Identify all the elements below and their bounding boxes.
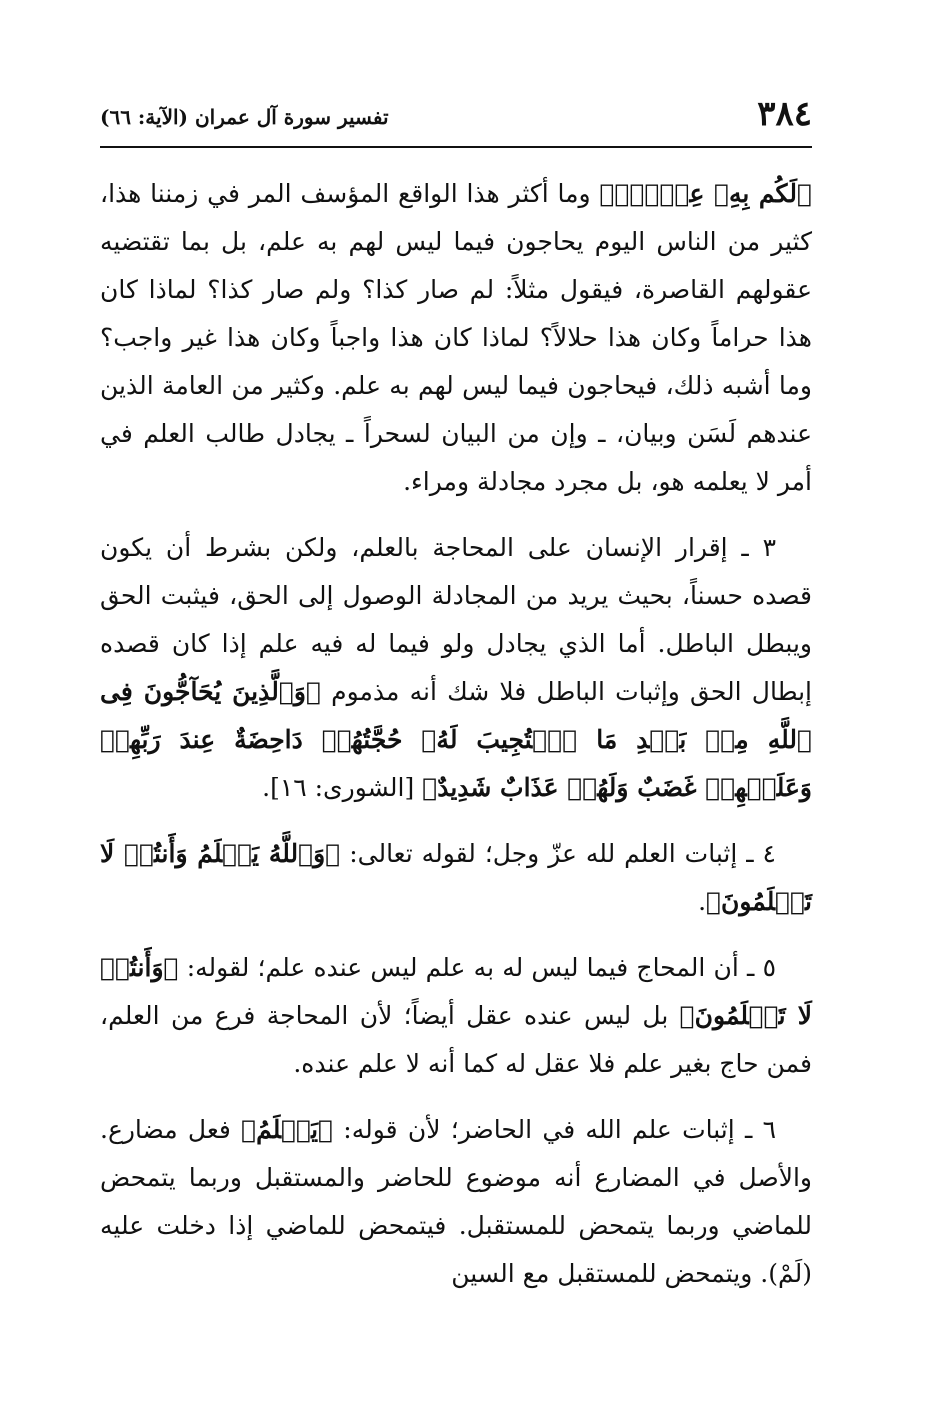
paragraph-4 xyxy=(100,944,812,1088)
paragraph-3 xyxy=(100,830,812,926)
paragraph-text: . xyxy=(698,887,707,916)
body-text xyxy=(100,170,812,1316)
paragraph-text: ٦ ـ إثبات علم الله في الحاضر؛ لأن قوله: xyxy=(333,1115,776,1144)
paragraph-text: ٤ ـ إثبات العلم لله عزّ وجل؛ لقوله تعالى: xyxy=(340,839,776,868)
running-head: تفسير سورة آل عمران (الآية: ٦٦) xyxy=(100,105,389,129)
paragraph-5 xyxy=(100,1106,812,1298)
page-header xyxy=(100,92,812,146)
paragraph-text: ٣ ـ إقرار الإنسان على المحاجة بالعلم، ولكن بشرط أن يكون قصده حسناً، بحيث يريد من المجادلة الوصول إلى الحق، فيثبت الحق ويبطل الباطل. أما الذي يجادل ولو فيما له فيه علم إذا كان قصده إبطال الحق وإثبات الباطل فلا شك أنه مذموم xyxy=(100,533,812,706)
page-number: ٣٨٤ xyxy=(757,94,812,134)
quran-quote: ﴿يَعۡلَمُ﴾ xyxy=(241,1115,334,1144)
paragraph-2 xyxy=(100,524,812,812)
paragraph-text: بل ليس عنده عقل أيضاً؛ لأن المحاجة فرع من العلم، فمن حاج بغير علم فلا عقل له كما أنه لا علم عنده. xyxy=(100,1001,812,1078)
header-rule xyxy=(100,146,812,148)
paragraph-text: فعل مضارع. والأصل في المضارع أنه موضوع للحاضر والمستقبل وربما يتمحض للماضي وربما يتمحض للمستقبل. فيتمحض للماضي إذا دخلت عليه (لَمْ). ويتمحض للمستقبل مع السين xyxy=(100,1115,812,1288)
quran-quote: ﴿وَٱللَّهُ يَعۡلَمُ وَأَنتُمۡ لَا تَعۡلَمُونَ﴾ xyxy=(100,839,812,916)
paragraph-text: ٥ ـ أن المحاج فيما ليس له به علم ليس عنده علم؛ لقوله: xyxy=(178,953,776,982)
paragraph-1 xyxy=(100,170,812,506)
quran-quote: ﴿وَٱلَّذِينَ يُحَآجُّونَ فِى ٱللَّهِ مِنۢ بَعۡدِ مَا ٱسۡتُجِيبَ لَهُۥ حُجَّتُهُمۡ دَاحِضَةٌ عِندَ رَبِّهِمۡ وَعَلَيۡهِمۡ غَضَبٌ وَلَهُمۡ عَذَابٌ شَدِيدٌ﴾ xyxy=(100,677,812,802)
citation: [الشورى: ١٦]. xyxy=(262,773,423,802)
quran-quote: ﴿لَكُم بِهِۦ عِلۡمٌۚ﴾ xyxy=(599,179,812,208)
quran-quote: ﴿وَأَنتُمۡ لَا تَعۡلَمُونَ﴾ xyxy=(100,953,813,1030)
paragraph-text: وما أكثر هذا الواقع المؤسف المر في زمننا هذا، كثير من الناس اليوم يحاجون فيما ليس لهم به علم، بل بما تقتضيه عقولهم القاصرة، فيقول مثلاً: لم صار كذا؟ ولم صار كذا؟ لماذا كان هذا حراماً وكان هذا حلالاً؟ لماذا كان هذا واجباً وكان هذا غير واجب؟ وما أشبه ذلك، فيحاجون فيما ليس لهم به علم. وكثير من العامة الذين عندهم لَسَن وبيان، ـ وإن من البيان لسحراً ـ يجادل طالب العلم في أمر لا يعلمه هو، بل مجرد مجادلة ومراء. xyxy=(100,179,812,496)
